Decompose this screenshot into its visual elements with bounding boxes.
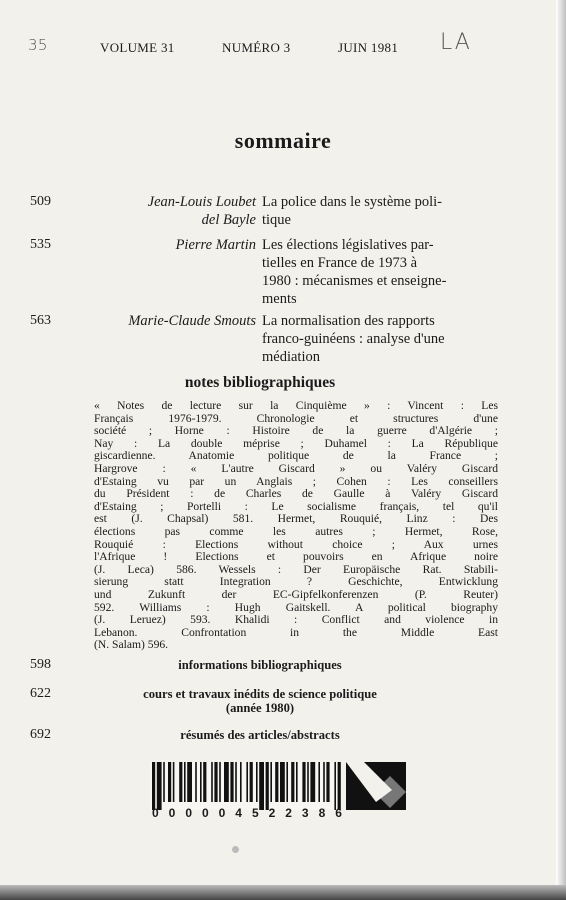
notes-line: sierung statt Integration ? Geschichte, Entwicklung [94,575,498,589]
decorative-dot [232,846,239,853]
notes-line: « Notes de lecture sur la Cinquième » : Vincent : Les [94,399,498,412]
title-line: tique [262,212,291,228]
notes-line: Lebanon. Confrontation in the Middle East [94,625,498,639]
title-line: La police dans le système poli- [262,194,442,210]
title-line: médiation [262,349,320,365]
section-heading [120,687,400,715]
barcode-digits [152,806,342,820]
notes-line: giscardienne. Anatomie politique de la France ; [94,449,498,463]
notes-line: Rouquié : Elections without choice ; Aux urnes [94,537,498,551]
title-line: franco-guinéens : analyse d'une [262,331,445,347]
article-author [88,312,256,330]
barcode-digit: 2 [268,806,276,820]
author-line: Pierre Martin [175,237,256,253]
notes-line: Français 1976-1979. Chronologie et structures d'une [94,411,498,425]
section-page-number: 598 [30,657,51,672]
issue-number: NUMÉRO 3 [222,40,291,55]
notes-heading: notes bibliographiques [184,374,336,391]
article-author [88,193,256,229]
notes-line: (J. Leruez) 593. Khalidi : Conflict and violence in [94,613,498,627]
article-page-number: 563 [30,313,51,328]
notes-line: 592. Williams : Hugh Gaitskell. A political biography [94,600,498,614]
section-page-number: 622 [30,686,51,701]
scan-border [0,885,566,900]
section-line: résumés des articles/abstracts [180,728,340,742]
article-title [262,236,504,308]
notes-line: und Zukunft der EC-Gipfelkonferenzen (P. Reuter) [94,587,498,601]
section-line: cours et travaux inédits de science politique [143,687,377,701]
notes-line: société ; Horne : Histoire de la guerre d'Algérie ; [94,424,498,438]
barcode-digit: 0 [218,806,226,820]
barcode-digit: 4 [235,806,242,820]
handwritten-mark-right: LA [440,30,472,55]
notes-line: d'Estaing ; Portelli : Le socialisme français, tel qu'il [94,499,498,513]
author-line: Jean-Louis Loubet [147,194,256,210]
notes-body [94,400,498,652]
section-heading [120,658,400,672]
barcode-digit: 3 [301,806,309,820]
notes-line: est (J. Chapsal) 581. Hermet, Rouquié, Linz : Des [94,512,498,526]
article-title [262,312,504,366]
title-line: ments [262,291,297,307]
notes-line: Nay : La double méprise ; Duhamel : La République [94,436,498,450]
title-line: tielles en France de 1973 à [262,255,418,271]
page-title: sommaire [234,128,332,153]
author-line: del Bayle [201,212,256,228]
barcode-digit: 0 [201,806,209,820]
volume-label: VOLUME 31 [100,40,175,55]
article-page-number: 535 [30,237,51,252]
section-line: (année 1980) [225,701,295,715]
author-line: Marie-Claude Smouts [128,313,256,329]
notes-line: d'Estaing vu par un Anglais ; Cohen : Les conseillers [94,474,498,488]
barcode-digit: 2 [285,806,292,820]
notes-line: Hargrove : « L'autre Giscard » ou Valéry Giscard [94,461,498,475]
barcode-digit: 6 [335,806,342,820]
notes-line: (J. Leca) 586. Wessels : Der Europäische Rat. Stabili- [94,562,498,576]
title-line: La normalisation des rapports [262,313,435,329]
notes-line: (N. Salam) 596. [94,638,169,652]
issue-date: JUIN 1981 [338,40,399,55]
logo-mark [346,762,406,810]
article-page-number: 509 [30,194,51,209]
barcode-digit: 5 [251,806,259,820]
barcode-digit: 8 [318,806,326,820]
notes-line: l'Afrique ! Elections et pouvoirs en Afrique noire [94,550,498,564]
section-line: informations bibliographiques [178,658,342,672]
article-title [262,193,504,229]
barcode-digit: 0 [152,806,159,820]
barcode-digit: 0 [185,806,192,820]
notes-line: élections pas comme les autres ; Hermet, Rose, [94,524,498,538]
section-page-number: 692 [30,727,51,742]
page-edge [556,0,566,900]
barcode-digit: 0 [168,806,176,820]
title-line: 1980 : mécanismes et enseigne- [262,273,447,289]
article-author [88,236,256,254]
title-line: Les élections législatives par- [262,237,434,253]
section-heading [120,728,400,742]
notes-line: du Président : de Charles de Gaulle à Valéry Giscard [94,487,498,501]
handwritten-mark-left: 35 [28,36,48,54]
